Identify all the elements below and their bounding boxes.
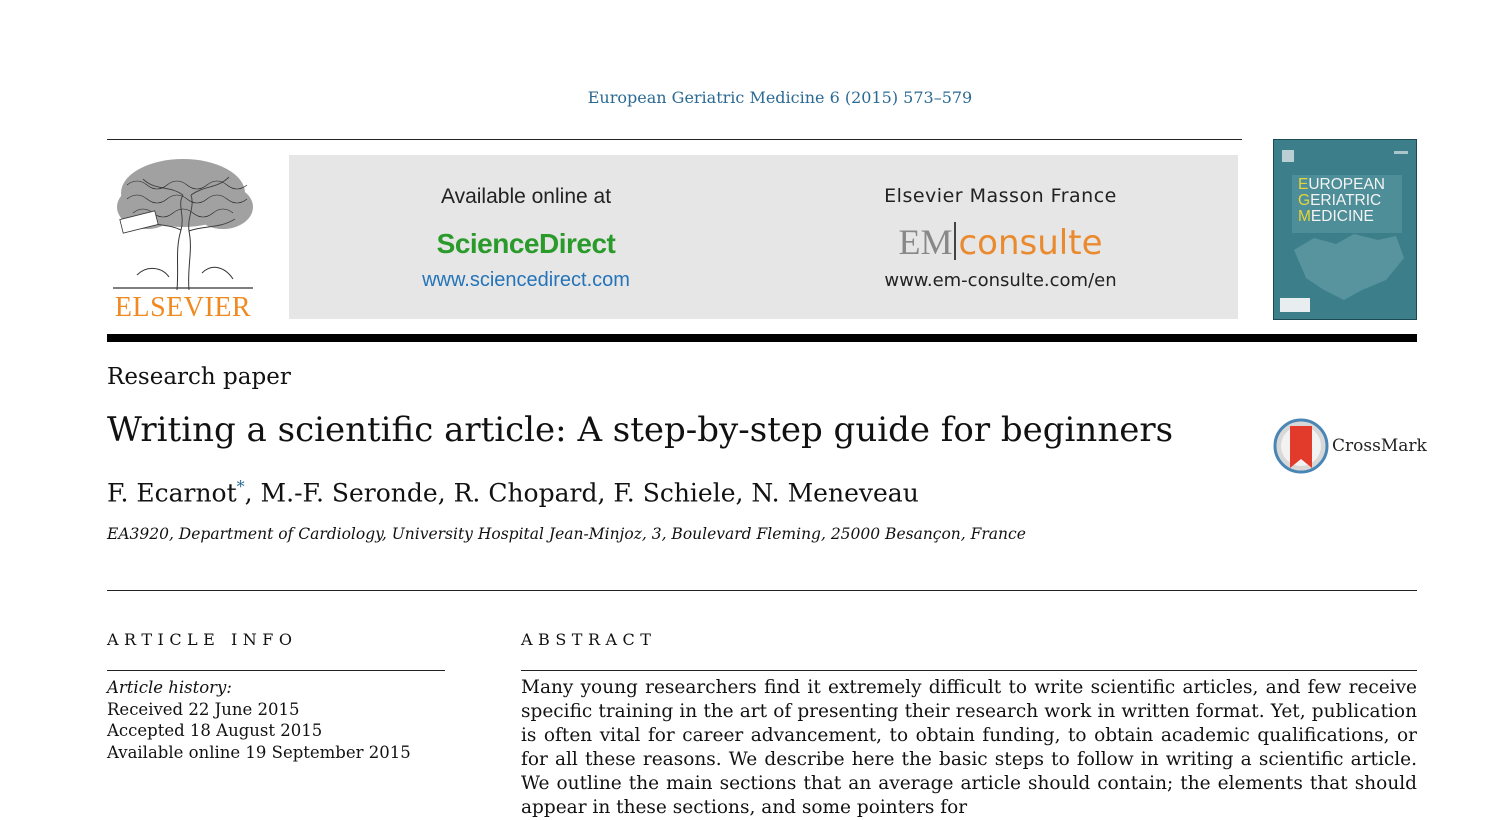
sciencedirect-logo[interactable]: ScienceDirect [436, 228, 616, 259]
crossmark-icon [1273, 418, 1329, 474]
crossmark-button[interactable] [1273, 418, 1427, 476]
logo-divider [954, 222, 956, 260]
emconsulte-block [763, 155, 1238, 319]
cover-word-european: UROPEAN [1308, 176, 1385, 193]
publisher-name: Elsevier Masson France [884, 185, 1117, 207]
em-logo-text: EM [898, 222, 953, 262]
available-online-date: Available online 19 September 2015 [107, 742, 411, 762]
article-info-rule [107, 670, 445, 671]
header-rule [107, 139, 1242, 140]
article-type: Research paper [107, 364, 291, 390]
cover-initial-g: G [1298, 192, 1311, 209]
section-rule [107, 590, 1417, 591]
affiliation: EA3920, Department of Cardiology, University Hospital Jean-Minjoz, 3, Boulevard Fleming, 25000 Besançon, France [107, 525, 1026, 543]
cover-word-medicine: EDICINE [1310, 208, 1374, 225]
accepted-date: Accepted 18 August 2015 [107, 721, 323, 740]
cover-word-geriatric: ERIATRIC [1310, 192, 1382, 209]
sciencedirect-url-link[interactable]: www.sciencedirect.com [422, 269, 630, 291]
sciencedirect-block [289, 155, 763, 319]
article-info-heading: ARTICLE INFO [107, 630, 298, 649]
corresponding-author-link[interactable]: * [236, 477, 245, 496]
history-label: Article history: [107, 678, 232, 697]
co-authors: , M.-F. Seronde, R. Chopard, F. Schiele, N. Meneveau [244, 478, 919, 508]
journal-cover[interactable] [1273, 139, 1417, 320]
abstract-text: Many young researchers find it extremely difficult to write scientific articles, and few receive specific training in the art of presenting their research work in written format. Yet, publication is often vital for career advancement, to obtain funding, to obtain academic qualifications, or for all these reasons. We describe here the basic steps to follow in writing a scientific article. We outline the main sections that an average article should contain; the elements that should appear in these sections, and some pointers for [521, 677, 1417, 818]
cover-initial-m: M [1298, 208, 1311, 225]
cover-initial-e: E [1298, 176, 1309, 193]
first-author: F. Ecarnot [107, 478, 237, 508]
header-thick-rule [107, 334, 1417, 342]
availability-banner [289, 155, 1238, 319]
cover-decoration-icon [1274, 140, 1416, 319]
consulte-logo-text: consulte [958, 223, 1103, 263]
abstract-rule [521, 670, 1417, 671]
available-online-label: Available online at [440, 185, 612, 208]
cover-title [1298, 177, 1410, 225]
abstract-heading: ABSTRACT [521, 630, 657, 649]
crossmark-label: CrossMark [1332, 436, 1427, 456]
article-history [107, 677, 411, 763]
author-list [107, 477, 919, 507]
received-date: Received 22 June 2015 [107, 699, 300, 719]
tree-icon [107, 155, 259, 290]
elsevier-logo[interactable] [107, 155, 259, 322]
journal-citation-link[interactable]: European Geriatric Medicine 6 (2015) 573–579 [587, 88, 973, 107]
article-title: Writing a scientific article: A step-by-step guide for beginners [107, 410, 1174, 450]
emconsulte-url-link[interactable]: www.em-consulte.com/en [884, 270, 1117, 291]
emconsulte-logo[interactable] [763, 221, 1238, 263]
elsevier-wordmark: ELSEVIER [114, 292, 252, 323]
